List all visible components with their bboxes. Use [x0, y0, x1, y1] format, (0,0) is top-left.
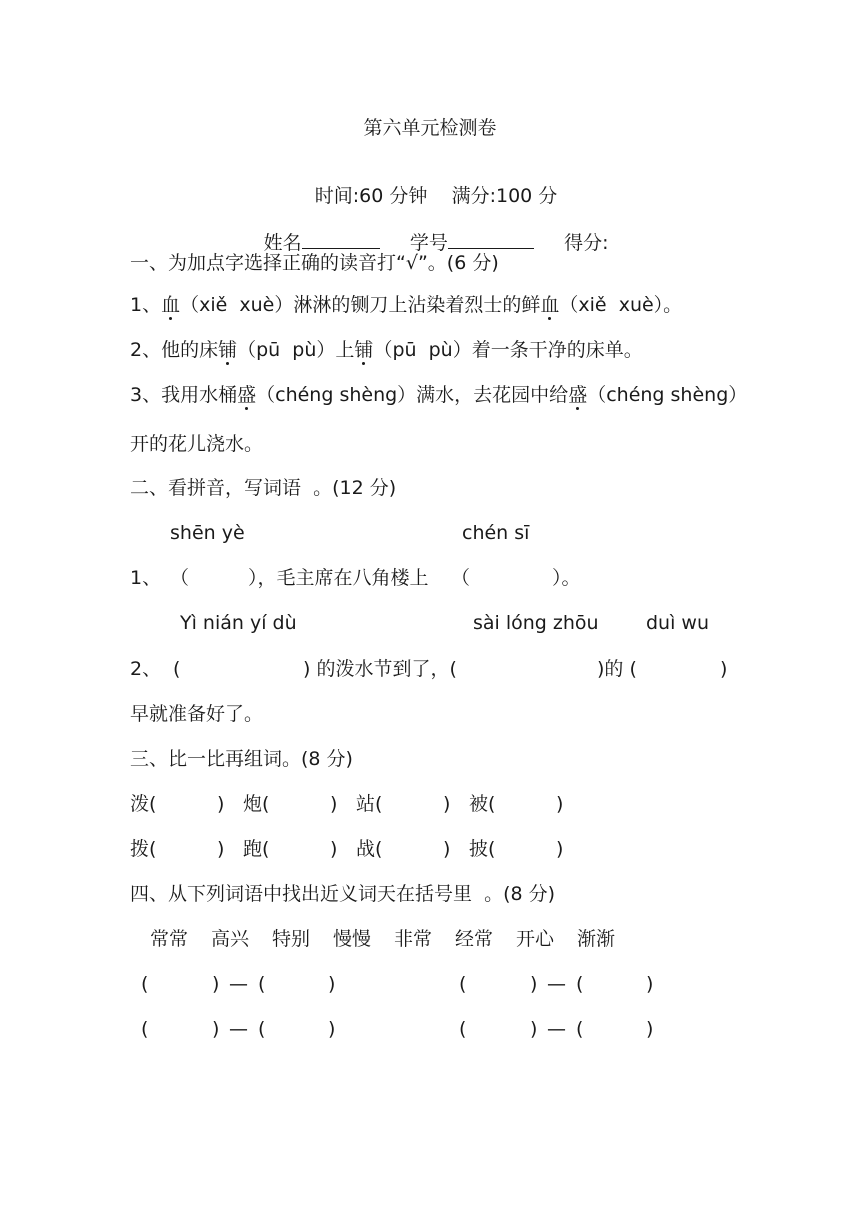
student-info	[0, 206, 860, 255]
compare-cell: 战(	[356, 838, 383, 860]
compare-cell: 跑(	[243, 838, 270, 860]
name-label: 姓名	[263, 232, 302, 254]
sec2-q2-close3: )	[720, 658, 728, 680]
id-blank[interactable]	[448, 230, 534, 249]
question-text: （chéng shèng）	[587, 384, 748, 406]
page-title: 第六单元检测卷	[363, 117, 497, 139]
compare-close: )	[443, 793, 451, 815]
sec2-q1-open1: （	[170, 567, 190, 589]
question-number: 1、	[130, 294, 162, 316]
pair-close: )	[646, 973, 654, 995]
pair-dash: —	[547, 1018, 566, 1040]
sec2-q2-cont: 早就准备好了。	[130, 703, 264, 725]
dotted-char: 铺	[218, 339, 238, 361]
id-label: 学号	[409, 232, 448, 254]
word-bank-item: 高兴	[211, 928, 250, 950]
compare-close: )	[330, 838, 338, 860]
dotted-char: 盛	[237, 384, 257, 406]
compare-cell: 披(	[469, 838, 496, 860]
sec2-q1-text1: ），毛主席在八角楼上	[248, 567, 429, 589]
question-number: 2、	[130, 339, 162, 361]
pair-dash: —	[229, 1018, 248, 1040]
sec2-q2-open1: (	[173, 658, 181, 680]
pair-close: )	[212, 1018, 220, 1040]
word-bank-item: 非常	[394, 928, 433, 950]
compare-close: )	[217, 793, 225, 815]
compare-cell: 泼(	[130, 793, 157, 815]
pair-open: (	[258, 973, 266, 995]
pair-open: (	[141, 973, 149, 995]
sec2-q2-number: 2、	[130, 658, 162, 680]
sec1-question-1	[130, 293, 682, 317]
word-bank-item: 开心	[516, 928, 555, 950]
score-label: 得分:	[564, 232, 609, 254]
question-text: （chéng shèng）满水，去花园中给	[256, 384, 569, 406]
exam-meta	[0, 160, 860, 208]
sec1-question-3	[130, 383, 747, 407]
sec2-q2-text2: )的 (	[597, 658, 637, 680]
word-bank-item: 特别	[272, 928, 311, 950]
question-text: 我用水桶	[161, 384, 238, 406]
pair-dash: —	[547, 973, 566, 995]
section3-heading: 三、比一比再组词。(8 分)	[130, 748, 353, 770]
pair-close: )	[328, 973, 336, 995]
pair-close: )	[212, 973, 220, 995]
dotted-char: 盛	[568, 384, 588, 406]
pair-close: )	[530, 973, 538, 995]
pair-close: )	[530, 1018, 538, 1040]
question-number: 3、	[130, 384, 162, 406]
question-text: 他的床	[161, 339, 219, 361]
section2-heading: 二、看拼音，写词语 。(12 分)	[130, 477, 397, 499]
pair-open: (	[141, 1018, 149, 1040]
section1-heading: 一、为加点字选择正确的读音打“√”。(6 分)	[130, 252, 499, 274]
pair-open: (	[576, 1018, 584, 1040]
question-text: （pū pù）上	[237, 339, 355, 361]
word-bank-item: 常常	[150, 928, 189, 950]
compare-close: )	[443, 838, 451, 860]
pair-open: (	[258, 1018, 266, 1040]
time-label: 时间:60 分钟	[314, 185, 428, 207]
question-text: （xiě xuè）。	[559, 294, 683, 316]
compare-cell: 拨(	[130, 838, 157, 860]
compare-cell: 炮(	[243, 793, 270, 815]
compare-close: )	[556, 793, 564, 815]
pinyin-1a: shēn yè	[170, 522, 245, 544]
compare-cell: 站(	[356, 793, 383, 815]
section4-heading: 四、从下列词语中找出近义词天在括号里 。(8 分)	[130, 883, 556, 905]
pair-close: )	[328, 1018, 336, 1040]
sec1-question-2	[130, 338, 643, 362]
compare-close: )	[330, 793, 338, 815]
full-score-label: 满分:100 分	[451, 185, 558, 207]
sec1-question-3-cont: 开的花儿浇水。	[130, 433, 264, 455]
pinyin-1b: chén sī	[462, 522, 530, 544]
compare-close: )	[556, 838, 564, 860]
dotted-char: 血	[161, 294, 181, 316]
compare-close: )	[217, 838, 225, 860]
word-bank-item: 经常	[455, 928, 494, 950]
sec2-q1-text2: ）。	[552, 567, 581, 589]
sec2-q1-open2: （	[451, 567, 471, 589]
pair-open: (	[459, 973, 467, 995]
question-text: （xiě xuè）淋淋的铡刀上沾染着烈士的鲜	[180, 294, 541, 316]
dotted-char: 血	[540, 294, 560, 316]
name-blank[interactable]	[302, 230, 380, 249]
dotted-char: 铺	[354, 339, 374, 361]
question-text: （pū pù）着一条干净的床单。	[373, 339, 643, 361]
pinyin-2c: duì wu	[646, 612, 710, 634]
pair-open: (	[459, 1018, 467, 1040]
pinyin-2b: sài lóng zhōu	[473, 612, 599, 634]
pinyin-2a: Yì nián yí dù	[180, 612, 297, 634]
sec2-q2-text1: ) 的泼水节到了，(	[303, 658, 457, 680]
pair-close: )	[646, 1018, 654, 1040]
sec2-q1-number: 1、	[130, 567, 162, 589]
compare-cell: 被(	[469, 793, 496, 815]
word-bank-item: 渐渐	[577, 928, 616, 950]
pair-open: (	[576, 973, 584, 995]
pair-dash: —	[229, 973, 248, 995]
word-bank-item: 慢慢	[333, 928, 372, 950]
